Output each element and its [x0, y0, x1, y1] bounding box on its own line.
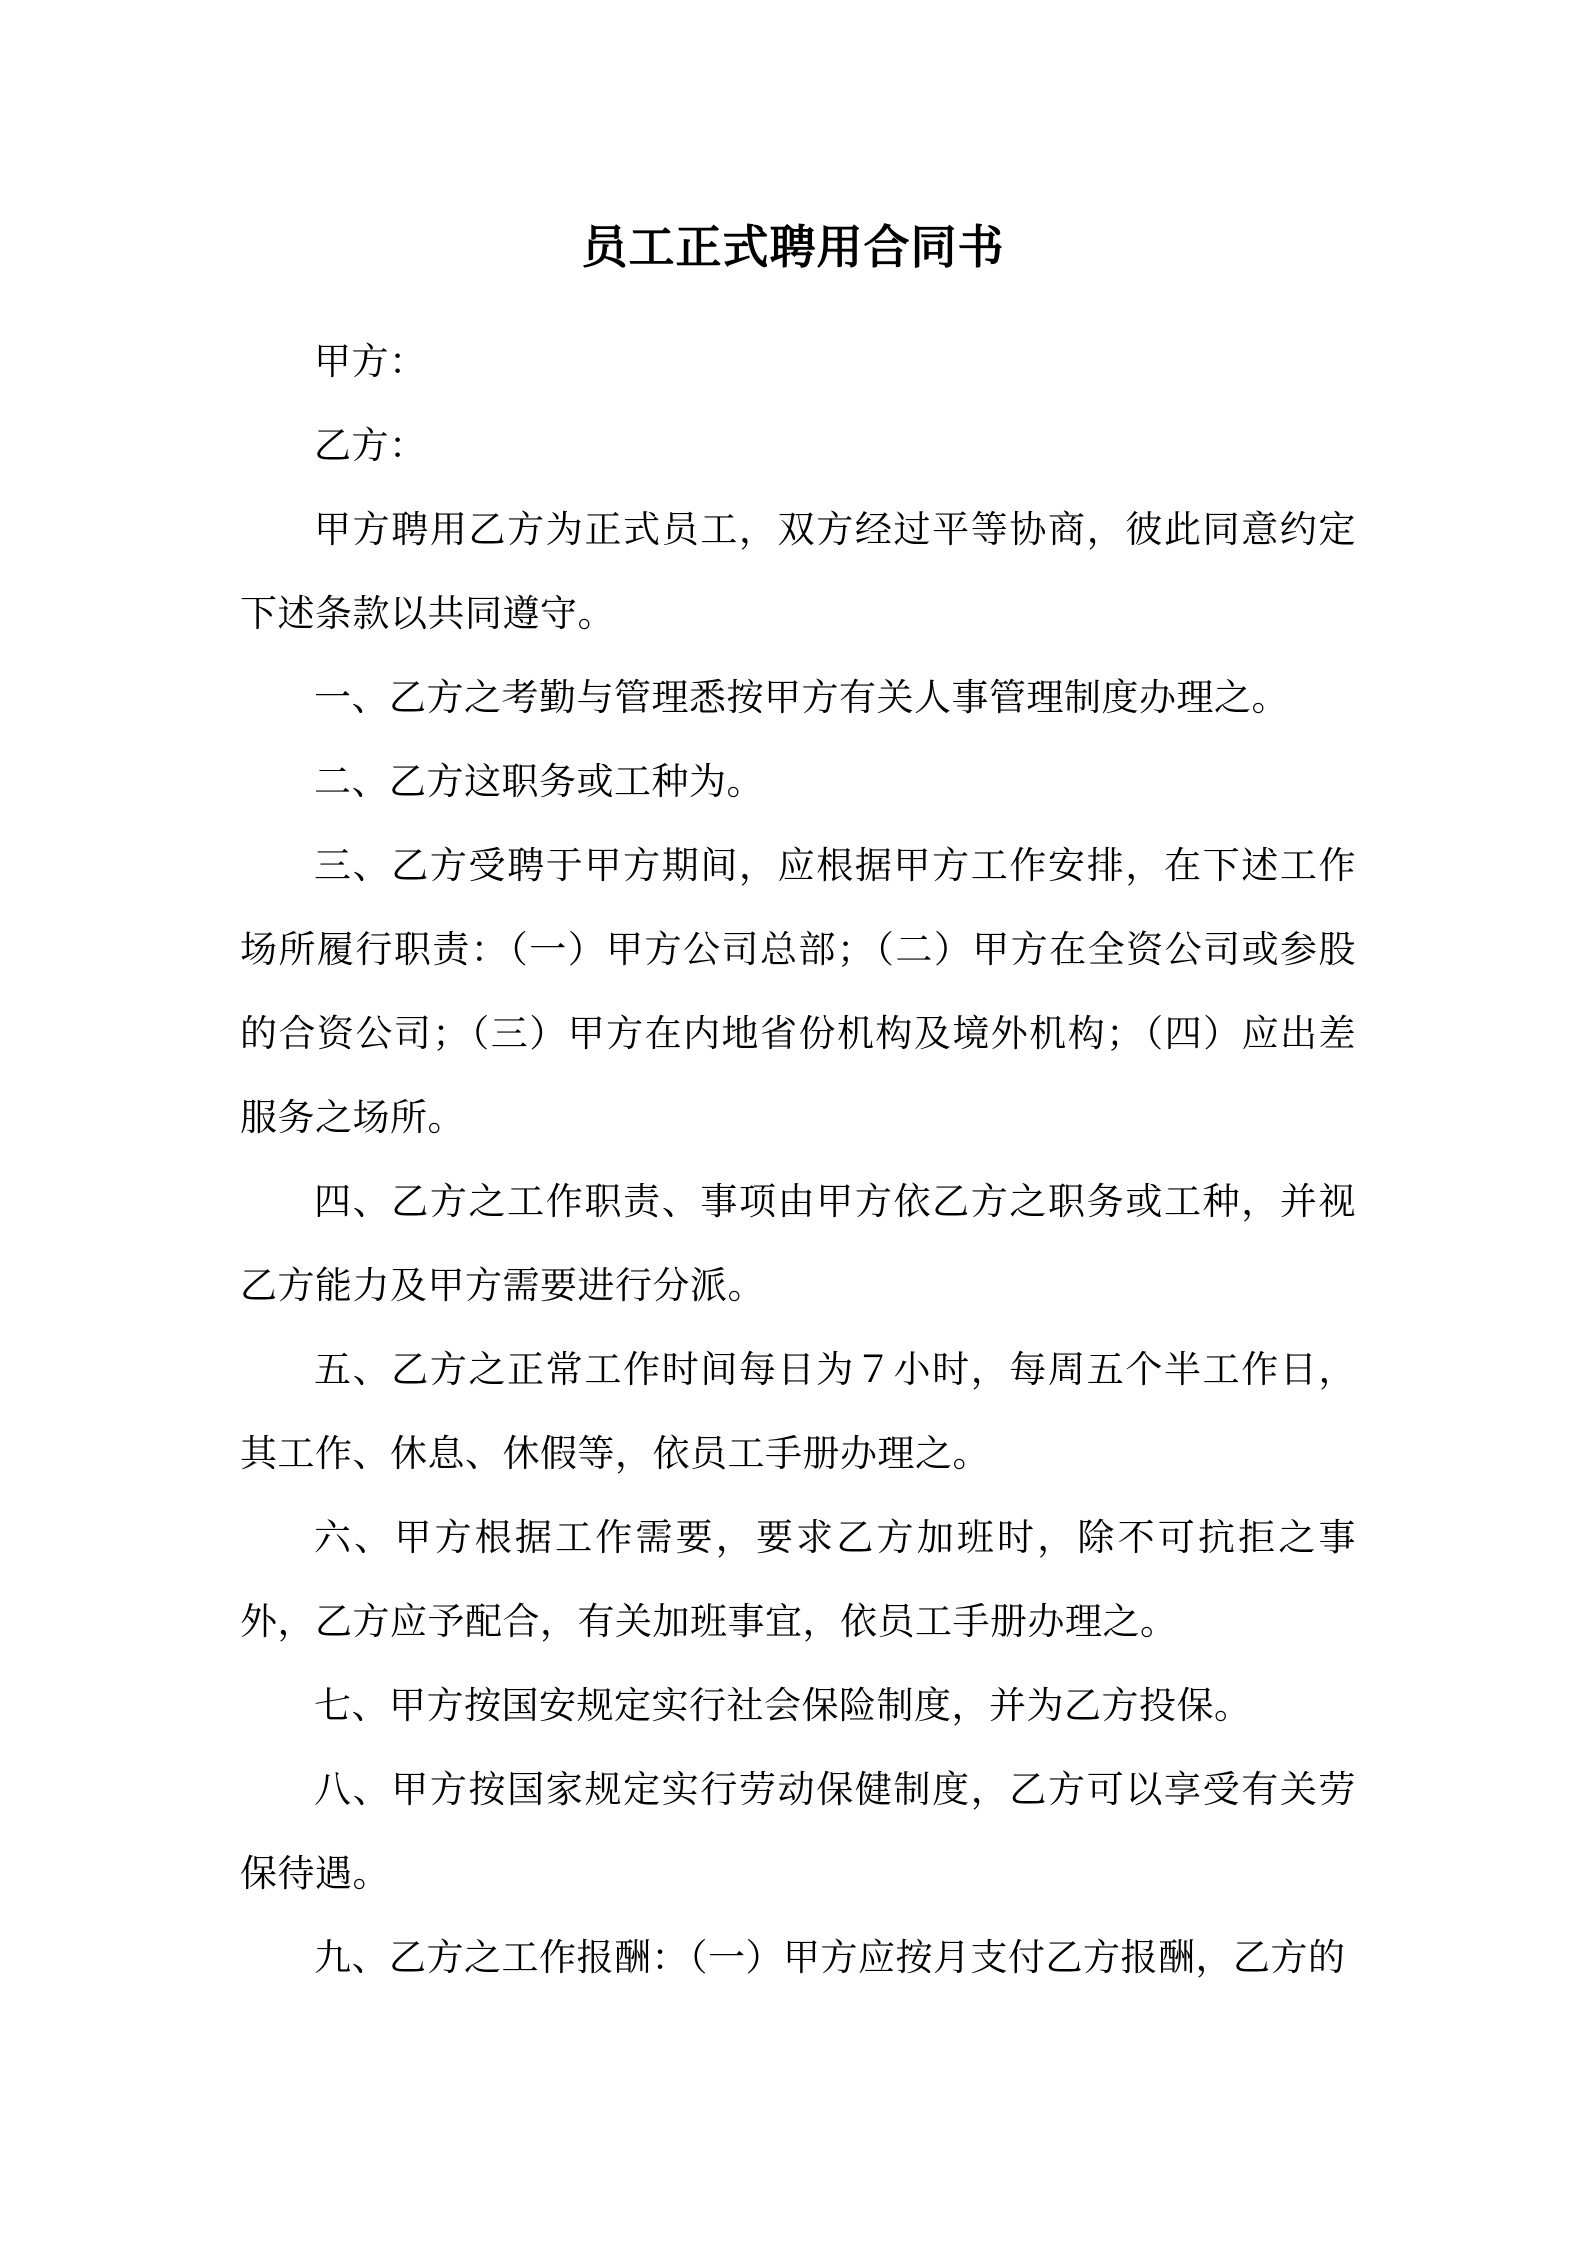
clause-2: 二、乙方这职务或工种为。	[314, 760, 764, 803]
clause-9: 九、乙方之工作报酬：（一）甲方应按月支付乙方报酬，乙方的	[314, 1936, 1346, 1979]
clause-7: 七、甲方按国安规定实行社会保险制度，并为乙方投保。	[314, 1684, 1252, 1727]
party-a-line: 甲方：	[314, 340, 427, 383]
document-title: 员工正式聘用合同书	[581, 220, 1005, 274]
clause-6: 六、甲方根据工作需要，要求乙方加班时，除不可抗拒之事外，乙方应予配合，有关加班事宜，依员工手册办理之。	[240, 1516, 1356, 1643]
clause-5: 五、乙方之正常工作时间每日为７小时，每周五个半工作日，其工作、休息、休假等，依员工手册办理之。	[240, 1348, 1356, 1475]
document-body	[240, 320, 1356, 2000]
clause-3: 三、乙方受聘于甲方期间，应根据甲方工作安排，在下述工作场所履行职责：（一）甲方公司总部；（二）甲方在全资公司或参股的合资公司；（三）甲方在内地省份机构及境外机构；（四）应出差服务之场所。	[240, 844, 1356, 1139]
clause-4: 四、乙方之工作职责、事项由甲方依乙方之职务或工种，并视乙方能力及甲方需要进行分派。	[240, 1180, 1356, 1307]
intro-paragraph: 甲方聘用乙方为正式员工，双方经过平等协商，彼此同意约定下述条款以共同遵守。	[240, 508, 1356, 635]
party-b-line: 乙方：	[314, 424, 427, 467]
clause-8: 八、甲方按国家规定实行劳动保健制度，乙方可以享受有关劳保待遇。	[240, 1768, 1356, 1895]
clause-1: 一、乙方之考勤与管理悉按甲方有关人事管理制度办理之。	[314, 676, 1289, 719]
